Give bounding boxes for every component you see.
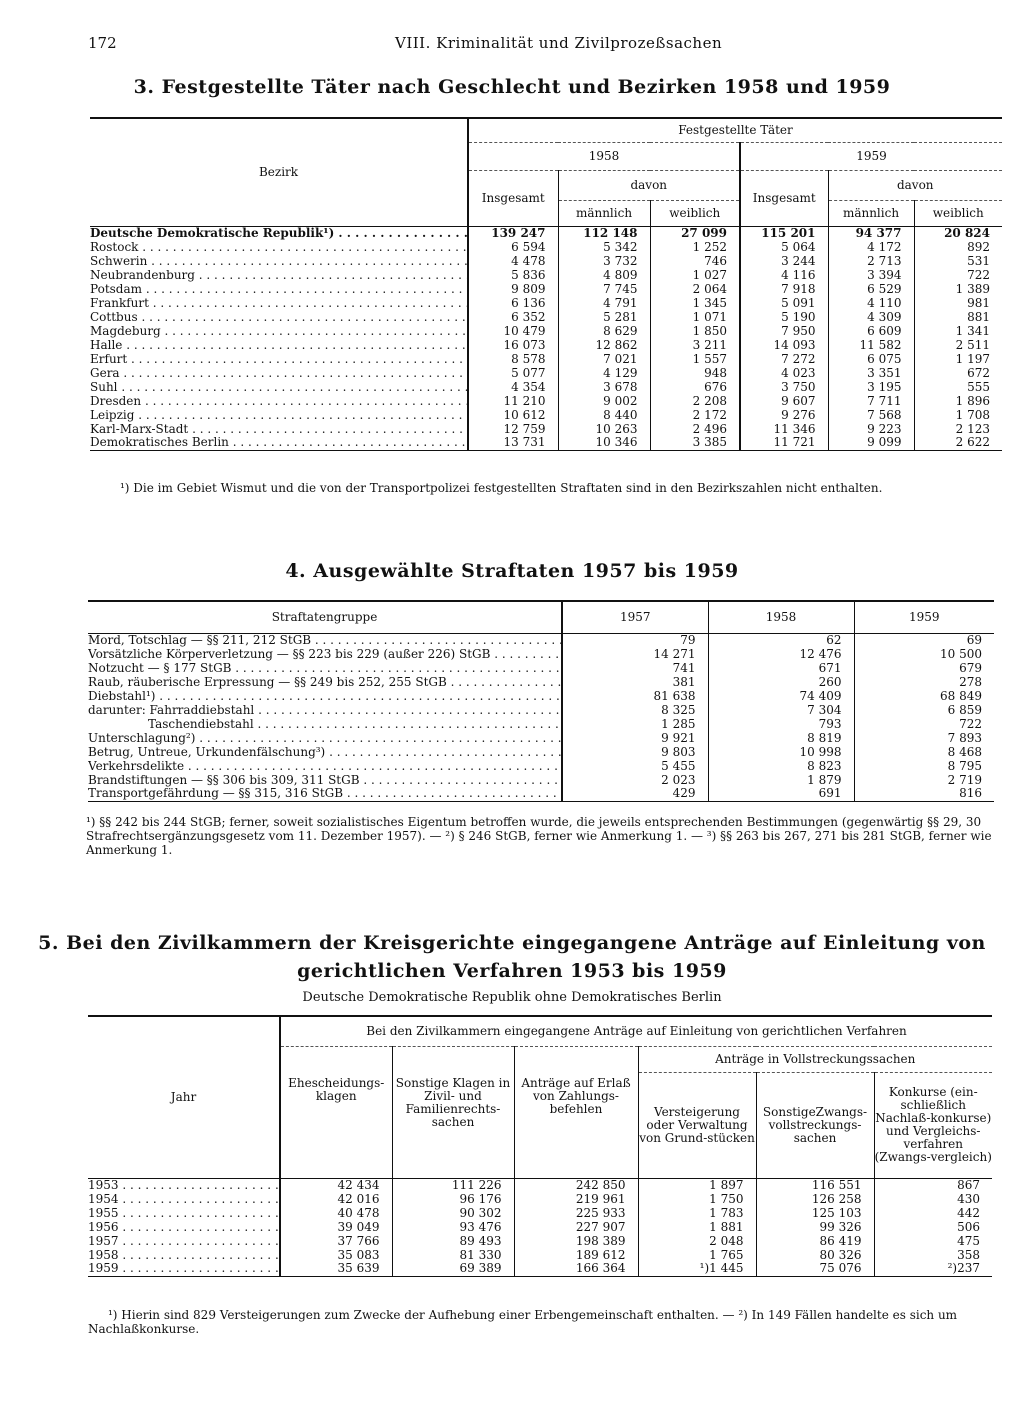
header-1958: 1958 <box>708 601 854 633</box>
cell-value: 69 389 <box>392 1262 514 1276</box>
row-label: 1957 . . . <box>88 1234 280 1248</box>
row-label: Cottbus . . . <box>90 310 468 324</box>
table-row <box>88 745 994 759</box>
row-label: Dresden . . . <box>90 394 468 408</box>
table-row <box>88 1206 992 1220</box>
cell-value: 5 836 <box>468 268 558 282</box>
cell-value: 1 557 <box>650 352 740 366</box>
header-1959: 1959 <box>854 601 994 633</box>
cell-value: 89 493 <box>392 1234 514 1248</box>
cell-value: 381 <box>562 675 708 689</box>
table-row <box>88 1178 992 1192</box>
cell-value: 7 304 <box>708 703 854 717</box>
cell-value: 816 <box>854 787 994 801</box>
table-row <box>90 296 1002 310</box>
row-label: Notzucht — § 177 StGB . . . <box>88 661 562 675</box>
cell-value: 4 354 <box>468 380 558 394</box>
cell-value: 4 172 <box>828 240 914 254</box>
cell-value: 8 578 <box>468 352 558 366</box>
header-sonstige-klagen: Sonstige Klagen in Zivil- und Familienrechts-sachen <box>392 1046 514 1178</box>
cell-value: 7 568 <box>828 408 914 422</box>
cell-value: 1 252 <box>650 240 740 254</box>
cell-value: 676 <box>650 380 740 394</box>
cell-value: 6 352 <box>468 310 558 324</box>
table-row <box>90 338 1002 352</box>
header-bezirk: Bezirk <box>258 164 299 179</box>
table-row <box>90 254 1002 268</box>
cell-value: 278 <box>854 675 994 689</box>
table3 <box>90 117 1002 451</box>
cell-value: 3 351 <box>828 366 914 380</box>
cell-value: 1 285 <box>562 717 708 731</box>
cell-value: 1 897 <box>638 1178 756 1192</box>
row-label: Demokratisches Berlin . . . <box>90 436 468 450</box>
cell-value: 225 933 <box>514 1206 638 1220</box>
cell-value: 4 129 <box>558 366 650 380</box>
cell-value: 7 950 <box>740 324 828 338</box>
cell-value: 8 823 <box>708 759 854 773</box>
header-zwangsvollstreckung: SonstigeZwangs-vollstreckungs-sachen <box>756 1072 874 1178</box>
header-insgesamt-1959: Insgesamt <box>740 170 828 226</box>
cell-value: 741 <box>562 661 708 675</box>
cell-value: 4 110 <box>828 296 914 310</box>
cell-value: 1 389 <box>914 282 1002 296</box>
cell-value: 86 419 <box>756 1234 874 1248</box>
cell-value: 90 302 <box>392 1206 514 1220</box>
cell-value: 6 859 <box>854 703 994 717</box>
cell-value: 2 123 <box>914 422 1002 436</box>
cell-value: 793 <box>708 717 854 731</box>
cell-value: 4 478 <box>468 254 558 268</box>
cell-value: 69 <box>854 633 994 647</box>
cell-value: 9 276 <box>740 408 828 422</box>
header-ehescheidung: Ehescheidungs-klagen <box>280 1046 392 1178</box>
cell-value: 2 713 <box>828 254 914 268</box>
cell-value: 5 064 <box>740 240 828 254</box>
table-row <box>88 1248 992 1262</box>
row-label: 1953 . . . <box>88 1178 280 1192</box>
table-row <box>88 1262 992 1276</box>
row-label: 1958 . . . <box>88 1248 280 1262</box>
table-row <box>90 408 1002 422</box>
header-maennlich-1959: männlich <box>828 200 914 226</box>
cell-value: 867 <box>874 1178 992 1192</box>
cell-value: 2 719 <box>854 773 994 787</box>
cell-value: 93 476 <box>392 1220 514 1234</box>
table-row <box>88 1234 992 1248</box>
cell-value: 227 907 <box>514 1220 638 1234</box>
cell-value: 9 099 <box>828 436 914 450</box>
cell-value: 74 409 <box>708 689 854 703</box>
row-label: Diebstahl¹) . . . <box>88 689 562 703</box>
row-label: Neubrandenburg . . . <box>90 268 468 282</box>
cell-value: 11 210 <box>468 394 558 408</box>
cell-value: 2 622 <box>914 436 1002 450</box>
cell-value: 94 377 <box>828 226 914 240</box>
cell-value: 3 195 <box>828 380 914 394</box>
table-row <box>90 240 1002 254</box>
cell-value: 722 <box>914 268 1002 282</box>
header-zahlungsbefehle: Anträge auf Erlaß von Zahlungs-befehlen <box>514 1046 638 1178</box>
cell-value: 6 594 <box>468 240 558 254</box>
cell-value: 37 766 <box>280 1234 392 1248</box>
cell-value: 10 479 <box>468 324 558 338</box>
cell-value: 40 478 <box>280 1206 392 1220</box>
table-row <box>88 773 994 787</box>
cell-value: 260 <box>708 675 854 689</box>
row-label: Unterschlagung²) . . . <box>88 731 562 745</box>
header-top: Bei den Zivilkammern eingegangene Anträge auf Einleitung von gerichtlichen Verfahren <box>280 1016 992 1046</box>
table-row <box>88 661 994 675</box>
cell-value: 81 330 <box>392 1248 514 1262</box>
cell-value: 8 629 <box>558 324 650 338</box>
cell-value: 8 325 <box>562 703 708 717</box>
cell-value: 11 721 <box>740 436 828 450</box>
row-label: Verkehrsdelikte . . . <box>88 759 562 773</box>
cell-value: 1 071 <box>650 310 740 324</box>
cell-value: 6 075 <box>828 352 914 366</box>
header-maennlich-1958: männlich <box>558 200 650 226</box>
cell-value: 7 021 <box>558 352 650 366</box>
table-row <box>88 731 994 745</box>
table5 <box>88 1015 992 1277</box>
cell-value: 691 <box>708 787 854 801</box>
cell-value: 475 <box>874 1234 992 1248</box>
cell-value: 506 <box>874 1220 992 1234</box>
cell-value: 679 <box>854 661 994 675</box>
cell-value: 2 511 <box>914 338 1002 352</box>
cell-value: 981 <box>914 296 1002 310</box>
cell-value: 42 016 <box>280 1192 392 1206</box>
cell-value: 5 342 <box>558 240 650 254</box>
row-label: Betrug, Untreue, Urkundenfälschung³) . . . <box>88 745 562 759</box>
header-festgestellte: Festgestellte Täter <box>468 118 1002 142</box>
page-number: 172 <box>88 34 117 52</box>
cell-value: 1 750 <box>638 1192 756 1206</box>
cell-value: 1 850 <box>650 324 740 338</box>
cell-value: 112 148 <box>558 226 650 240</box>
cell-value: 5 077 <box>468 366 558 380</box>
table-row <box>88 717 994 731</box>
cell-value: 7 893 <box>854 731 994 745</box>
table4-title: 4. Ausgewählte Straftaten 1957 bis 1959 <box>285 560 739 582</box>
row-label: Magdeburg . . . <box>90 324 468 338</box>
cell-value: 189 612 <box>514 1248 638 1262</box>
cell-value: 5 091 <box>740 296 828 310</box>
cell-value: 126 258 <box>756 1192 874 1206</box>
cell-value: 68 849 <box>854 689 994 703</box>
cell-value: 4 116 <box>740 268 828 282</box>
cell-value: 9 223 <box>828 422 914 436</box>
cell-value: 99 326 <box>756 1220 874 1234</box>
header-straftatengruppe: Straftatengruppe <box>271 609 378 624</box>
row-label: Rostock . . . <box>90 240 468 254</box>
table-row <box>90 366 1002 380</box>
cell-value: 1 027 <box>650 268 740 282</box>
cell-value: 9 002 <box>558 394 650 408</box>
cell-value: 671 <box>708 661 854 675</box>
cell-value: 10 500 <box>854 647 994 661</box>
header-1958: 1958 <box>468 142 740 170</box>
cell-value: 7 745 <box>558 282 650 296</box>
cell-value: 13 731 <box>468 436 558 450</box>
cell-value: 1 879 <box>708 773 854 787</box>
row-label: Transportgefährdung — §§ 315, 316 StGB . . . <box>88 787 562 801</box>
table-row <box>90 268 1002 282</box>
table-row <box>88 787 994 801</box>
header-konkurse: Konkurse (ein-schließlich Nachlaß-konkurse) und Vergleichs-verfahren (Zwangs-vergleich) <box>874 1072 992 1178</box>
row-label: Karl-Marx-Stadt . . . <box>90 422 468 436</box>
cell-value: 3 750 <box>740 380 828 394</box>
table5-footnote: ¹) Hierin sind 829 Versteigerungen zum Zwecke der Aufhebung einer Erbengemeinschaft enthalten. — ²) In 149 Fällen handelte es sich um Nachlaßkonkurse. <box>88 1308 958 1336</box>
row-label: 1956 . . . <box>88 1220 280 1234</box>
header-1957: 1957 <box>562 601 708 633</box>
cell-value: 672 <box>914 366 1002 380</box>
cell-value: 1 197 <box>914 352 1002 366</box>
row-label: Leipzig . . . <box>90 408 468 422</box>
row-label: Brandstiftungen — §§ 306 bis 309, 311 StGB . . . <box>88 773 562 787</box>
cell-value: 115 201 <box>740 226 828 240</box>
cell-value: ¹)1 445 <box>638 1262 756 1276</box>
cell-value: 3 394 <box>828 268 914 282</box>
cell-value: 6 529 <box>828 282 914 296</box>
cell-value: 8 819 <box>708 731 854 745</box>
row-label: Frankfurt . . . <box>90 296 468 310</box>
header-1959: 1959 <box>740 142 1002 170</box>
cell-value: 2 496 <box>650 422 740 436</box>
cell-value: 7 918 <box>740 282 828 296</box>
cell-value: 27 099 <box>650 226 740 240</box>
cell-value: 219 961 <box>514 1192 638 1206</box>
cell-value: 125 103 <box>756 1206 874 1220</box>
cell-value: 2 064 <box>650 282 740 296</box>
cell-value: 81 638 <box>562 689 708 703</box>
cell-value: 8 440 <box>558 408 650 422</box>
table4 <box>88 600 994 802</box>
cell-value: 116 551 <box>756 1178 874 1192</box>
row-label: Gera . . . <box>90 366 468 380</box>
cell-value: 79 <box>562 633 708 647</box>
cell-value: 3 385 <box>650 436 740 450</box>
cell-value: 3 244 <box>740 254 828 268</box>
cell-value: 1 765 <box>638 1248 756 1262</box>
cell-value: 62 <box>708 633 854 647</box>
cell-value: 12 759 <box>468 422 558 436</box>
header-insgesamt-1958: Insgesamt <box>468 170 558 226</box>
table-row <box>90 436 1002 450</box>
cell-value: 2 208 <box>650 394 740 408</box>
table-row <box>88 703 994 717</box>
cell-value: 9 607 <box>740 394 828 408</box>
row-label: Taschendiebstahl . . . <box>88 717 562 731</box>
cell-value: 16 073 <box>468 338 558 352</box>
cell-value: 75 076 <box>756 1262 874 1276</box>
table5-title-line1: 5. Bei den Zivilkammern der Kreisgerichte eingegangene Anträge auf Einleitung von <box>38 932 986 954</box>
cell-value: 442 <box>874 1206 992 1220</box>
cell-value: 96 176 <box>392 1192 514 1206</box>
cell-value: 14 271 <box>562 647 708 661</box>
cell-value: 555 <box>914 380 1002 394</box>
table-row <box>90 394 1002 408</box>
row-label: Potsdam . . . <box>90 282 468 296</box>
cell-value: 198 389 <box>514 1234 638 1248</box>
cell-value: 8 468 <box>854 745 994 759</box>
cell-value: 42 434 <box>280 1178 392 1192</box>
cell-value: 10 612 <box>468 408 558 422</box>
cell-value: 11 582 <box>828 338 914 352</box>
cell-value: 3 732 <box>558 254 650 268</box>
cell-value: 892 <box>914 240 1002 254</box>
cell-value: 8 795 <box>854 759 994 773</box>
table4-footnote: ¹) §§ 242 bis 244 StGB; ferner, soweit sozialistisches Eigentum betroffen wurde, die jeweils entsprechenden Bestimmungen (gegenwärtig §§ 29, 30 Strafrechtsergänzungsgesetz vom 11. Dezember 1957). — ²) § 246 StGB, ferner wie Anmerkung 1. — ³) §§ 263 bis 267, 271 bis 281 StGB, ferner wie Anmerkung 1. <box>86 815 992 857</box>
cell-value: 12 862 <box>558 338 650 352</box>
cell-value: 1 896 <box>914 394 1002 408</box>
cell-value: 9 809 <box>468 282 558 296</box>
cell-value: 2 023 <box>562 773 708 787</box>
cell-value: 1 341 <box>914 324 1002 338</box>
cell-value: 1 345 <box>650 296 740 310</box>
table3-footnote: ¹) Die im Gebiet Wismut und die von der Transportpolizei festgestellten Straftaten sind in den Bezirkszahlen nicht enthalten. <box>120 481 883 495</box>
row-label: Deutsche Demokratische Republik¹) . . . <box>90 226 468 240</box>
row-label: Vorsätzliche Körperverletzung — §§ 223 bis 229 (außer 226) StGB . . . <box>88 647 562 661</box>
header-jahr: Jahr <box>170 1089 197 1104</box>
header-versteigerung: Versteigerung oder Verwaltung von Grund-stücken <box>638 1072 756 1178</box>
cell-value: 139 247 <box>468 226 558 240</box>
cell-value: 3 678 <box>558 380 650 394</box>
table-row <box>90 226 1002 240</box>
cell-value: 2 048 <box>638 1234 756 1248</box>
header-davon-1958: davon <box>558 170 740 200</box>
cell-value: 14 093 <box>740 338 828 352</box>
cell-value: 4 023 <box>740 366 828 380</box>
header-davon-1959: davon <box>828 170 1002 200</box>
table-row <box>90 282 1002 296</box>
table-row <box>90 380 1002 394</box>
cell-value: 11 346 <box>740 422 828 436</box>
row-label: 1954 . . . <box>88 1192 280 1206</box>
cell-value: 10 346 <box>558 436 650 450</box>
cell-value: 20 824 <box>914 226 1002 240</box>
cell-value: 35 083 <box>280 1248 392 1262</box>
row-label: Suhl . . . <box>90 380 468 394</box>
cell-value: 4 791 <box>558 296 650 310</box>
cell-value: 5 190 <box>740 310 828 324</box>
cell-value: 948 <box>650 366 740 380</box>
table-row <box>88 633 994 647</box>
table-row <box>88 675 994 689</box>
cell-value: 5 281 <box>558 310 650 324</box>
cell-value: 430 <box>874 1192 992 1206</box>
cell-value: 7 711 <box>828 394 914 408</box>
table-row <box>88 759 994 773</box>
table-row <box>88 689 994 703</box>
cell-value: 10 263 <box>558 422 650 436</box>
table-row <box>90 310 1002 324</box>
cell-value: 80 326 <box>756 1248 874 1262</box>
table5-subtitle: Deutsche Demokratische Republik ohne Demokratisches Berlin <box>302 990 722 1005</box>
table-row <box>90 422 1002 436</box>
table-row <box>88 647 994 661</box>
cell-value: 5 455 <box>562 759 708 773</box>
table-row <box>88 1220 992 1234</box>
cell-value: 6 609 <box>828 324 914 338</box>
table-row <box>90 352 1002 366</box>
row-label: Halle . . . <box>90 338 468 352</box>
row-label: darunter: Fahrraddiebstahl . . . <box>88 703 562 717</box>
cell-value: 531 <box>914 254 1002 268</box>
cell-value: 39 049 <box>280 1220 392 1234</box>
row-label: Schwerin . . . <box>90 254 468 268</box>
row-label: 1959 . . . <box>88 1262 280 1276</box>
table-row <box>90 324 1002 338</box>
cell-value: 9 921 <box>562 731 708 745</box>
cell-value: 7 272 <box>740 352 828 366</box>
cell-value: 242 850 <box>514 1178 638 1192</box>
header-weiblich-1959: weiblich <box>914 200 1002 226</box>
cell-value: 111 226 <box>392 1178 514 1192</box>
cell-value: 1 783 <box>638 1206 756 1220</box>
table-row <box>88 1192 992 1206</box>
cell-value: 6 136 <box>468 296 558 310</box>
row-label: Mord, Totschlag — §§ 211, 212 StGB . . . <box>88 633 562 647</box>
running-head: VIII. Kriminalität und Zivilprozeßsachen <box>395 34 723 52</box>
cell-value: 358 <box>874 1248 992 1262</box>
cell-value: 722 <box>854 717 994 731</box>
cell-value: 10 998 <box>708 745 854 759</box>
cell-value: 9 803 <box>562 745 708 759</box>
table3-title: 3. Festgestellte Täter nach Geschlecht und Bezirken 1958 und 1959 <box>133 76 891 98</box>
row-label: Erfurt . . . <box>90 352 468 366</box>
cell-value: 1 881 <box>638 1220 756 1234</box>
header-weiblich-1958: weiblich <box>650 200 740 226</box>
row-label: Raub, räuberische Erpressung — §§ 249 bis 252, 255 StGB . . . <box>88 675 562 689</box>
cell-value: 35 639 <box>280 1262 392 1276</box>
cell-value: 4 809 <box>558 268 650 282</box>
cell-value: 166 364 <box>514 1262 638 1276</box>
cell-value: 746 <box>650 254 740 268</box>
cell-value: 2 172 <box>650 408 740 422</box>
cell-value: ²)237 <box>874 1262 992 1276</box>
cell-value: 429 <box>562 787 708 801</box>
row-label: 1955 . . . <box>88 1206 280 1220</box>
cell-value: 881 <box>914 310 1002 324</box>
cell-value: 12 476 <box>708 647 854 661</box>
cell-value: 4 309 <box>828 310 914 324</box>
table5-title-line2: gerichtlichen Verfahren 1953 bis 1959 <box>297 960 727 982</box>
header-vollstreckung: Anträge in Vollstreckungssachen <box>638 1046 992 1072</box>
cell-value: 3 211 <box>650 338 740 352</box>
cell-value: 1 708 <box>914 408 1002 422</box>
